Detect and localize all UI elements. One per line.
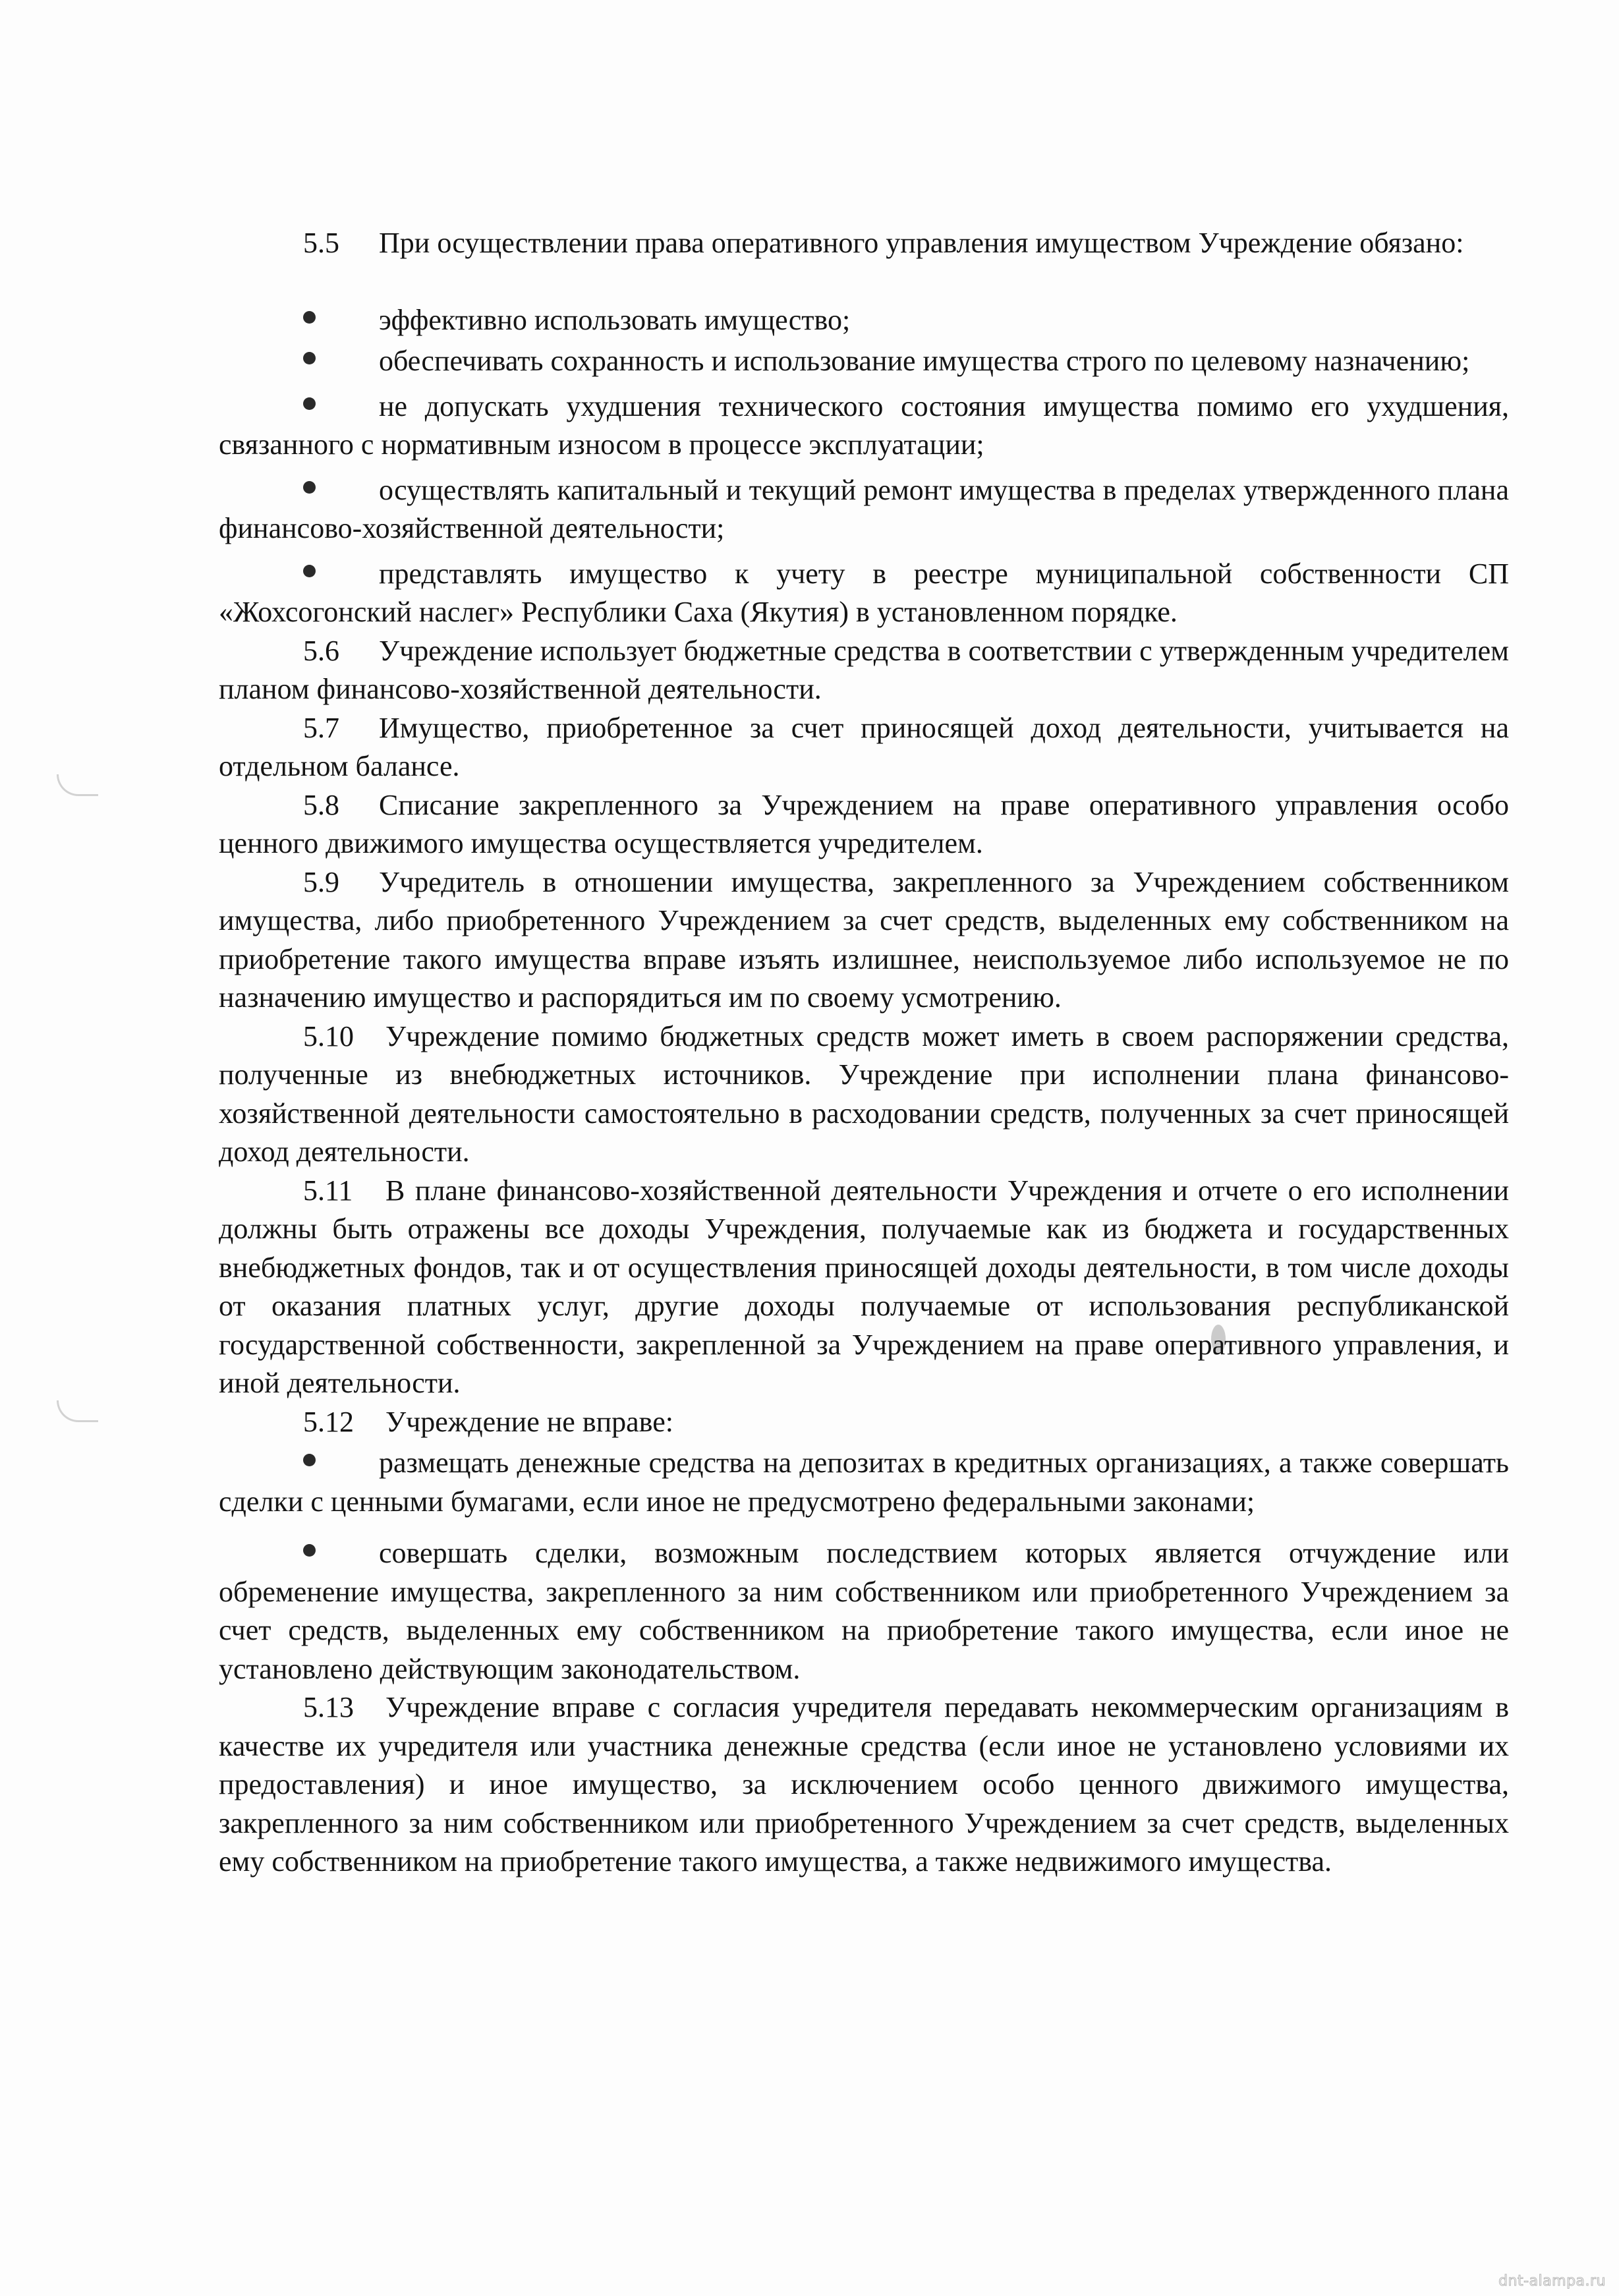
scan-punch-mark (57, 774, 98, 796)
clause-number: 5.12 (303, 1405, 354, 1438)
list-item (219, 1534, 1509, 1688)
clause-number: 5.5 (303, 227, 339, 259)
clause-text: При осуществлении права оперативного управления имуществом Учреждение обязано: (379, 227, 1464, 259)
clause-number: 5.10 (303, 1019, 354, 1052)
clause-5-9 (219, 863, 1509, 1018)
clause-5-5 (219, 224, 1509, 263)
clause-text: Учреждение использует бюджетные средства в соответствии с утвержденным учредителем планом финансово-хозяйственной деятельности. (219, 634, 1509, 705)
clause-number: 5.13 (303, 1691, 354, 1723)
watermark: dnt-alampa.ru (1498, 2273, 1606, 2289)
clause-text: Учредитель в отношении имущества, закрепленного за Учреждением собственником имущества, либо приобретенного Учреждением за счет средств, выделенных ему собственником на приобретение такого имущества вправе изъять излишнее, неиспользуемое либо используемое не по назначению имущество и распорядиться им по своему усмотрению. (219, 865, 1509, 1014)
clause-number: 5.11 (303, 1174, 353, 1207)
clause-5-8 (219, 786, 1509, 863)
clause-5-11 (219, 1172, 1509, 1403)
list-item-text: совершать сделки, возможным последствием которых является отчуждение или обременение имущества, закрепленного за ним собственником или приобретенного Учреждением за счет средств, выделенных ему собственником на приобретение такого имущества, если иное не установлено действующим законодательством. (219, 1537, 1509, 1685)
clause-5-12 (219, 1403, 1509, 1442)
clause-5-6 (219, 632, 1509, 709)
clause-number: 5.6 (303, 634, 339, 667)
clause-text: Учреждение помимо бюджетных средств может иметь в своем распоряжении средства, полученные из внебюджетных источников. Учреждение при исполнении плана финансово-хозяйственной деятельности самостоятельно в расходовании средств, полученных за счет приносящей доход деятельности. (219, 1019, 1509, 1168)
list-item-text: эффективно использовать имущество; (379, 303, 851, 336)
clause-text: Учреждение не вправе: (385, 1405, 673, 1438)
list-item (219, 1444, 1509, 1521)
document-body (219, 224, 1509, 1881)
clause-number: 5.8 (303, 788, 339, 821)
list-item (219, 301, 1509, 340)
list-item-text: не допускать ухудшения технического состояния имущества помимо его ухудшения, связанного с нормативным износом в процессе эксплуатации; (219, 389, 1509, 461)
clause-text: Учреждение вправе с согласия учредителя передавать некоммерческим организациям в качестве их учредителя или участника денежные средства (если иное не установлено условиями их предоставления) и иное имущество, за исключением особо ценного движимого имущества, закрепленного за ним собственником или приобретенного Учреждением за счет средств, выделенных ему собственником на приобретение такого имущества, а также недвижимого имущества. (219, 1691, 1509, 1878)
clause-text: В плане финансово-хозяйственной деятельности Учреждения и отчете о его исполнении должны быть отражены все доходы Учреждения, получаемые как из бюджета и государственных внебюджетных фондов, так и от осуществления приносящей доходы деятельности, в том числе доходы от оказания платных услуг, другие доходы получаемые от использования республиканской государственной собственности, закрепленной за Учреждением на праве оперативного управления, и иной деятельности. (219, 1174, 1509, 1399)
list-item (219, 387, 1509, 465)
scan-punch-mark (57, 1400, 98, 1422)
clause-number: 5.7 (303, 711, 339, 744)
clause-text: Имущество, приобретенное за счет приносящей доход деятельности, учитывается на отдельном балансе. (219, 711, 1509, 782)
clause-5-7 (219, 709, 1509, 786)
list-item-text: размещать денежные средства на депозитах в кредитных организациях, а также совершать сделки с ценными бумагами, если иное не предусмотрено федеральными законами; (219, 1447, 1509, 1518)
list-item (219, 471, 1509, 548)
clause-text: Списание закрепленного за Учреждением на праве оперативного управления особо ценного движимого имущества осуществляется учредителем. (219, 788, 1509, 859)
list-item (219, 555, 1509, 632)
list-item-text: представлять имущество к учету в реестре муниципальной собственности СП «Жохсогонский наслег» Республики Саха (Якутия) в установленном порядке. (219, 557, 1509, 628)
list-item (219, 342, 1509, 381)
list-item-text: обеспечивать сохранность и использование имущества строго по целевому назначению; (379, 345, 1470, 377)
list-item-text: осуществлять капитальный и текущий ремонт имущества в пределах утвержденного плана финансово-хозяйственной деятельности; (219, 473, 1509, 544)
clause-5-10 (219, 1018, 1509, 1172)
clause-5-13 (219, 1688, 1509, 1881)
clause-number: 5.9 (303, 865, 339, 898)
